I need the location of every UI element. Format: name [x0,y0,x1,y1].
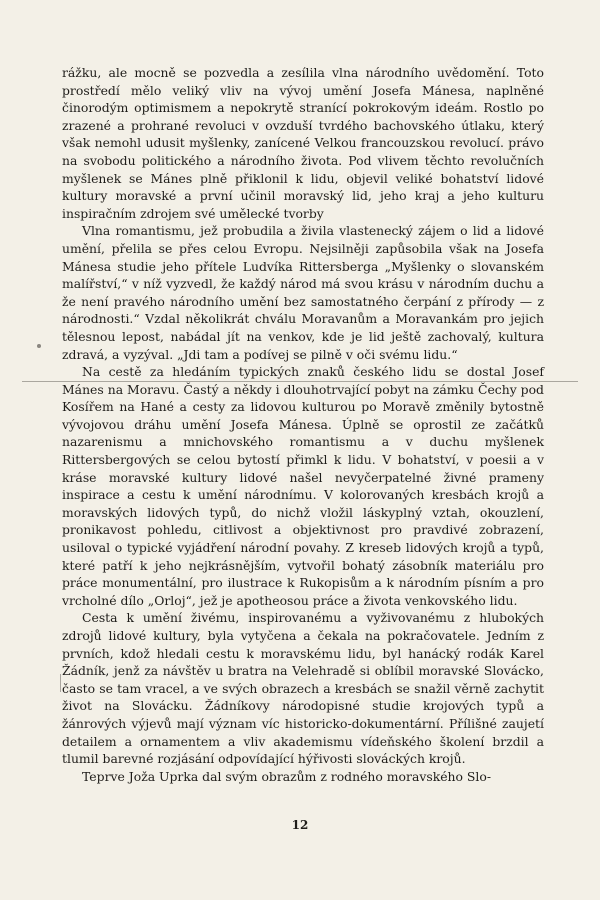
page-number: 12 [291,818,309,832]
pencil-dot-mark [37,344,41,348]
body-text [62,64,544,785]
paragraph-romanticism: Vlna romantismu, jež probudila a živila vlastenecký zájem o lid a lidové umění, přelila se přes celou Evropu. Nejsilněji zapůsobila však na Josefa Mánesa studie jeho přítele Ludvíka Rittersberga „Myšlenky o slovanském malířství,“ v níž vyzvedl, že každý národ má svou krásu v národním duchu a že není pravého národního umění bez samostatného čerpání z přírody — z národnosti.“ Vzdal několikrát chválu Moravanům a Moravankám pro jejich tělesnou lepost, nabádal jít na venkov, kde je lid ještě zachovalý, kultura zdravá, a vyzýval. „Jdi tam a podívej se pilně v oči svému lidu.“ [62,223,544,362]
paragraph-manes-moravia: Na cestě za hledáním typických znaků českého lidu se dostal Josef Mánes na Moravu. Častý a někdy i dlouhotrvající pobyt na zámku Čechy pod Kosířem na Hané a cesty za lidovou kulturou po Moravě změnily bytostně vývojovou dráhu umění Josefa Mánesa. Úplně se oprostil ze začátků nazarenismu a mnichovského romantismu a v duchu myšlenek Rittersbergových se celou bytostí přimkl k lidu. V bohatství, v poesii a v kráse moravské kultury lidové našel nevyčerpatelné živné prameny inspirace a cestu k umění národnímu. V kolorovaných kresbách krojů a moravských lidových typů, do nichž vložil láskyplný vztah, okouzlení, pronikavost pohledu, citlivost a objektivnost pro pravdivé zobrazení, usiloval o typické vyjádření národní povahy. Z kreseb lidových krojů a typů, které patří k jeho nejkrásnějším, vytvořil bohatý zásobník materiálu pro práce monumentální, pro ilustrace k Rukopisům a k národním písním a pro vrcholné dílo „Orloj“, jež je apotheosou práce a života venkovského lidu. [62,364,544,608]
pencil-underline-mark [22,381,578,382]
paragraph-continued: rážku, ale mocně se pozvedla a zesílila vlna národního uvědomění. Toto prostředí mělo veliký vliv na vývoj umění Josefa Mánesa, naplněné činorodým optimismem a nepokrytě stranící pokrokovým ideám. Rostlo po zrazené a prohrané revoluci v ovzduší tvrdého bachovského útlaku, který však nemohl udusit myšlenky, zanícené Velkou francouzskou revolucí. právo na svobodu politického a národního života. Pod vlivem těchto revolučních myšlenek se Mánes plně přiklonil k lidu, objevil veliké bohatství lidové kultury moravské a první učinil moravský lid, jeho kraj a jeho kulturu inspiračním zdrojem své umělecké tvorby [62,65,544,221]
paragraph-zadnik: Cesta k umění živému, inspirovanému a vyživovanému z hlubokých zdrojů lidové kultury, byla vytyčena a čekala na pokračovatele. Jedním z prvních, kdož hledali cestu k moravskému lidu, byl hanácký rodák Karel Žádník, jenž za návštěv u bratra na Velehradě si oblíbil moravské Slovácko, často se tam vracel, a ve svých obrazech a kresbách se snažil věrně zachytit život na Slovácku. Žádníkovy národopisné studie krojových typů a žánrových výjevů mají význam víc historicko-dokumentární. Přílišné zaujetí detailem a ornamentem a vliv akademismu vídeňského školení brzdil a tlumil barevné rozjásání odpovídající hýřivosti slováckých krojů. [62,610,544,767]
paragraph-uprka: Teprve Joža Uprka dal svým obrazům z rodného moravského Slo- [82,768,492,784]
pencil-bracket-mark [60,674,61,692]
